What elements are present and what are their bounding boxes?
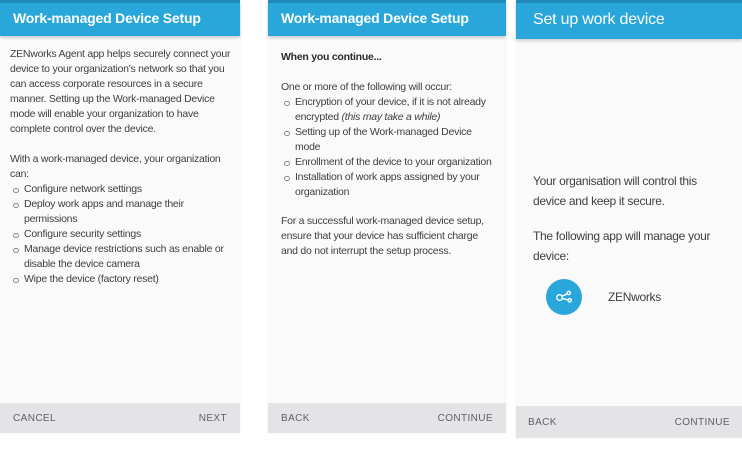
screen3-body (516, 39, 742, 406)
managing-app-text: The following app will manage your device: (533, 229, 711, 263)
screen-set-up-work-device (516, 0, 742, 438)
list-item-text: Enrollment of the device to your organization (295, 156, 492, 168)
occurrences-list (281, 95, 496, 200)
list-item: Wipe the device (factory reset) (10, 272, 232, 287)
list-item: Configure network settings (10, 182, 232, 197)
screen-work-managed-confirm (268, 0, 506, 433)
button-bar (268, 403, 506, 433)
list-item-text: Installation of work apps assigned by your organization (295, 171, 480, 198)
list-item (281, 170, 496, 200)
app-bar-title: Work-managed Device Setup (281, 10, 469, 26)
screen-work-managed-intro (0, 0, 240, 433)
share-nodes-icon (546, 279, 582, 315)
continue-button[interactable]: CONTINUE (674, 416, 730, 428)
organisation-control-text: Your organisation will control this device and keep it secure. (533, 174, 697, 208)
occurrences-list-intro: One or more of the following will occur: (281, 81, 452, 93)
screen1-body (0, 36, 240, 403)
app-bar (268, 0, 506, 36)
list-item: Deploy work apps and manage their permissions (10, 197, 232, 227)
list-item (281, 125, 496, 155)
app-bar (516, 0, 742, 39)
list-item: Configure security settings (10, 227, 232, 242)
list-item-text: Setting up of the Work-managed Device mode (295, 126, 472, 153)
app-name-label: ZENworks (608, 290, 661, 304)
app-bar (0, 0, 240, 36)
app-bar-title: Work-managed Device Setup (13, 10, 201, 26)
back-button[interactable]: BACK (528, 416, 557, 428)
screen2-body (268, 36, 506, 403)
list-item (281, 95, 496, 125)
list-item: Manage device restrictions such as enable or disable the device camera (10, 242, 232, 272)
continue-heading: When you continue... (281, 51, 382, 63)
list-item-italic-text: (this may take a while) (341, 111, 441, 123)
capabilities-list (10, 182, 232, 287)
app-bar-title: Set up work device (533, 10, 665, 28)
capabilities-list-intro: With a work-managed device, your organization can: (10, 153, 221, 180)
button-bar (0, 403, 240, 433)
list-item (281, 155, 496, 170)
button-bar (516, 406, 742, 438)
managing-app-row (533, 279, 728, 315)
list-item-text: Encryption of your device, if it is not already encrypted (295, 96, 486, 123)
setup-advice-note: For a successful work-managed device setup, ensure that your device has sufficient charge and do not interrupt the setup process. (281, 215, 484, 257)
intro-paragraph: ZENworks Agent app helps securely connect your device to your organization's network so that you can access corporate resources in a secure manner. Setting up the Work-managed Device mode will enable your organization to have complete control over the device. (10, 48, 231, 135)
continue-button[interactable]: CONTINUE (437, 412, 493, 424)
cancel-button[interactable]: CANCEL (13, 412, 56, 424)
back-button[interactable]: BACK (281, 412, 310, 424)
next-button[interactable]: NEXT (198, 412, 227, 424)
